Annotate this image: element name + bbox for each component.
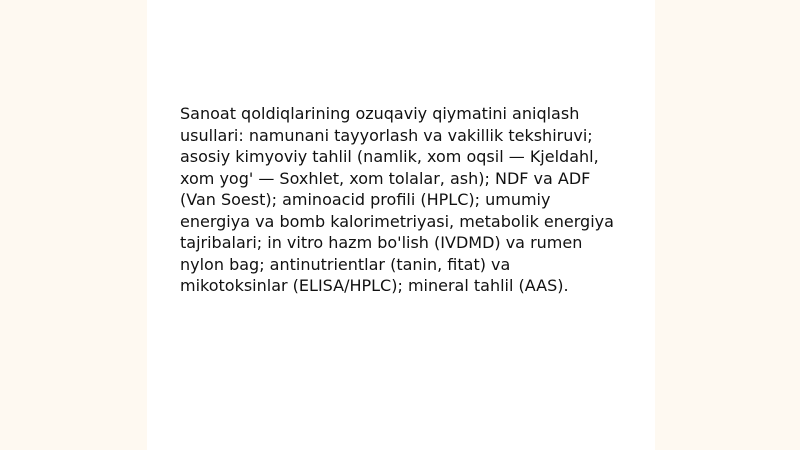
document-page xyxy=(147,0,655,450)
document-paragraph: Sanoat qoldiqlarining ozuqaviy qiymatini aniqlash usullari: namunani tayyorlash va vakillik tekshiruvi; asosiy kimyoviy tahlil (namlik, xom oqsil — Kjeldahl, xom yog' — Soxhlet, xom tolalar, ash); NDF va ADF (Van Soest); aminoacid profili (HPLC); umumiy energiya va bomb kalorimetriyasi, metabolik energiya tajribalari; in vitro hazm bo'lish (IVDMD) va rumen nylon bag; antinutrientlar (tanin, fitat) va mikotoksinlar (ELISA/HPLC); mineral tahlil (AAS). xyxy=(180,104,614,295)
